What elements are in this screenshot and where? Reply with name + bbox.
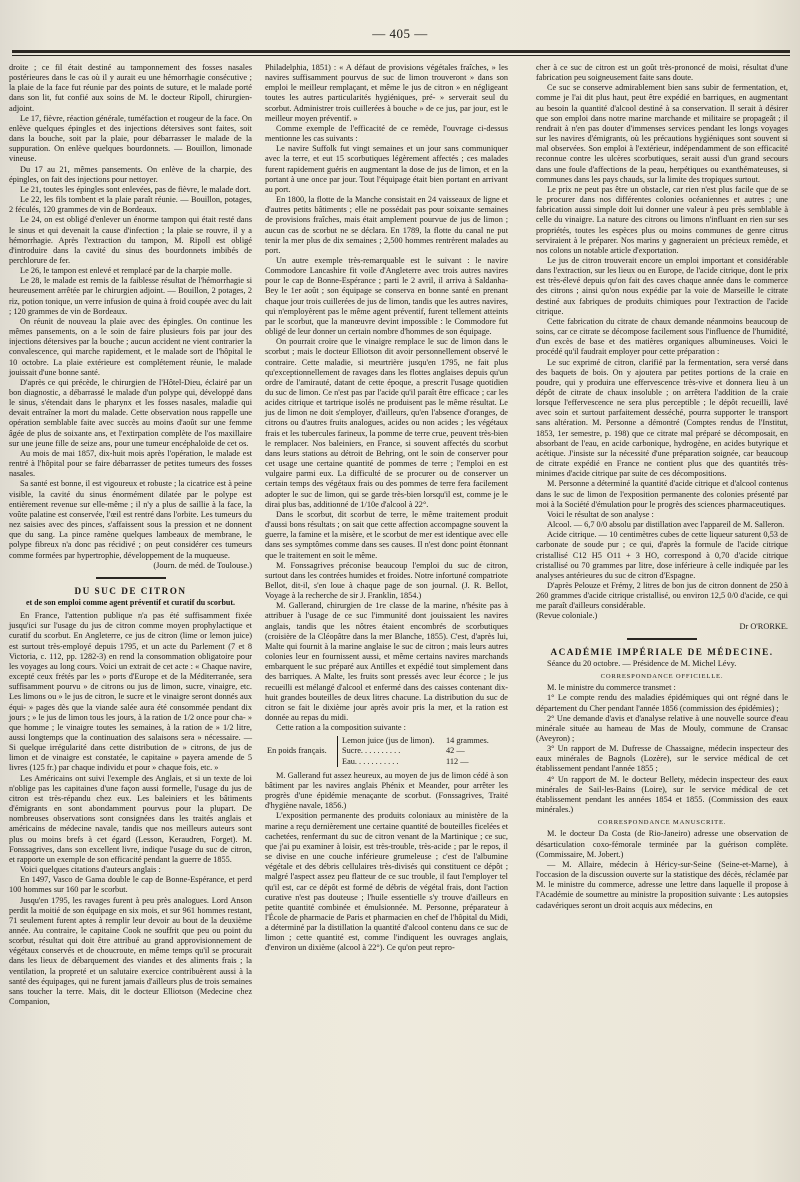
paragraph: Jusqu'en 1795, les ravages furent à peu près analogues. Lord Anson perdit la moitié de son équipage en six mois, et sur 961 hommes restant, 71 seulement furent aptes à remplir leur devoir au bout de la deuxième année. Au contraire, le capitaine Cook ne souffrit que peu ou point du scorbut, résultat qui doit être attribué au grand approvisionnement de végétaux conservés et de choucroute, en même temps qu'il se procurait dans les lieux de débarquement des viandes et des aliments frais ; la ventilation, la propreté et un salutaire exercice contribuèrent aussi à la santé des équipages, qui ne furent jamais d'ailleurs plus de trois semaines sans toucher la terre. Mais, dit le docteur Elliotson (Medecine chez Companion, (9, 895, 252, 1007)
composition-table (265, 736, 508, 766)
composition-value: 112 — (446, 756, 469, 766)
section-separator (96, 577, 166, 579)
paragraph: Le navire Suffolk fut vingt semaines et un jour sans communiquer avec la terre, et eut 15 scorbutiques légèrement affectés ; ces malades furent rapidement guéris en augmentant la dose de jus de limon, et en la portant à une once par jour. Tout l'équipage était bien portant en arrivant au port. (265, 144, 508, 194)
paragraph: Les Américains ont suivi l'exemple des Anglais, et si un texte de loi n'oblige pas les capitaines d'une façon aussi formelle, l'usage du jus de citron est très-répandu chez eux. Les baleiniers et les bâtiments d'émigrants en sont abondamment pourvus pour la plupart. De nombreuses observations sont consignées dans les traités anglais et américains de médecine navale, tandis que nos meilleurs auteurs sont plus ou moins brefs à cet égard (Lesson, Keraudren, Forget). M. Fonssagrives, dans son excellent livre, indique l'usage du suc de citron, et rapporte un exemple de son efficacité pendant la guerre de 1855. (9, 773, 252, 864)
paragraph: Le jus de citron trouverait encore un emploi important et considérable dans l'extraction, sur les lieux ou en Europe, de l'acide citrique, dont le prix est très-élevé depuis qu'on fait des caves chaque année dans le commerce des citrons ; ainsi qu'on nous expédie par la voie de Marseille le citrate destiné aux fabriques de produits chimiques pour l'extraction de l'acide citrique. (536, 255, 788, 316)
paragraph: On pourrait croire que le vinaigre remplace le suc de limon dans le scorbut ; mais le docteur Elliotson dit avoir personnellement observé le contraire. Cette maladie, si meurtrière jusqu'en 1795, ne fait plus qu'exceptionnellement de ravages dans les flottes anglaises depuis qu'un ordre de l'amirauté, datant de cette époque, a prescrit l'usage quotidien du suc de limon. Ce n'est pas par l'acide qu'il paraît être efficace ; car les acides citrique et tartrique isolés ne produisent pas le même résultat. Le jus de limon ne doit s'employer, d'ailleurs, qu'en l'absence d'oranges, de citrons ou d'autres fruits analogues, acides ou non acides ; les végétaux frais et les tubercules farineux, la pomme de terre crue, peuvent très-bien le remplacer. Nos baleiniers, en France, si souvent affectés du scorbut dans leurs stations au détroit de Behring, ont le soin de conserver pour cet usage une certaine quantité de pommes de terre ; l'emploi en est vulgaire parmi eux. La difficulté de se procurer ou de conserver un certain temps des végétaux frais ou des pommes de terre fera facilement adopter le suc de limon, qui se garde très-bien lorsqu'il est, comme je le dirai plus bas, additionné de 1/10e d'alcool à 22°. (265, 337, 508, 509)
paragraph: Le prix ne peut pas être un obstacle, car rien n'est plus facile que de se le procurer dans nos différentes colonies océaniennes et autres ; une fabrication aussi simple doit lui donner une valeur à peu près semblable à celle du vinaigre. La nature des citrons ou limons n'influant en rien sur ses propriétés, toutes les espèces plus ou moins communes de genre citrus serviraient à le préparer. Nos marins y gagneraient un précieux remède, et nos colons un notable article d'exportation. (536, 184, 788, 255)
paragraph: M. Gallerand, chirurgien de 1re classe de la marine, n'hésite pas à attribuer à l'usage de ce suc l'immunité dont jouissaient les navires anglais, tandis que les nôtres étaient encombrés de scorbutiques (croisière de la Cléopâtre dans la mer Blanche, 1855). C'est, d'après lui, Malte qui fournit à la marine anglaise le suc de citron ; mais leurs autres colonies leur en fournissent aussi, et même certains navires marchands embarquent le suc préparé aux Antilles et expédié tout simplement dans des barriques. A Malte, les fruits sont pressés avec leur écorce ; le jus recueilli est mélangé d'alcool et enfermé dans des caisses contenant dix-huit grandes bouteilles de deux litres chacune. La distribution du suc de citron se fait le dixième jour après avoir pris la mer, et la ration est donnée au repas du midi. (265, 601, 508, 722)
correspondence-item: M. le docteur Da Costa (de Rio-Janeiro) adresse une observation de désarticulation coxo-fémorale terminée par la guérison complète. (Commissaire, M. Jobert.) (536, 829, 788, 859)
composition-value: 42 — (446, 746, 465, 756)
correspondence-item: 3° Un rapport de M. Dufresse de Chassaigne, médecin inspecteur des eaux minérales de Bagnols (Lozère), sur le service médical de cet établissement pendant l'année 1855 ; (536, 744, 788, 774)
paragraph: Du 17 au 21, mêmes pansements. On enlève de la charpie, des épingles, on fait des injections pour nettoyer. (9, 164, 252, 184)
composition-row (342, 746, 508, 756)
paragraph: L'exposition permanente des produits coloniaux au ministère de la marine a reçu dernièrement une certaine quantité de bouteilles ficelées et cachetées, renfermant du suc de citron venant de la Martinique ; ce suc, que j'ai pu examiner à loisir, est très-trouble, très-acide ; par le repos, il se divise en une couche inférieure grumeleuse ; c'est de l'albumine végétale et des débris cellulaires très-divisés qui constituent ce dépôt ; malgré l'aspect assez peu flatteur de ce suc trouble, il faut l'employer tel qu'il est, car ce dépôt est formé de débris de végétal frais, dont l'action curative n'est pas douteuse ; l'huile essentielle s'y trouve d'ailleurs en petite quantité combinée et émulsionnée. M. Personne, préparateur à l'École de pharmacie de Paris et pharmacien en chef de l'hôpital du Midi, a déterminé par la distillation la quantité d'alcool contenu dans ce suc de limon ; cette quantité est, comme l'indiquent les ouvrages anglais, d'environ un dixième (alcool à 22°). Ce qu'on peut repro- (265, 811, 508, 953)
session-line: Séance du 20 octobre. — Présidence de M. Michel Lévy. (547, 658, 737, 668)
composition-label: Eau. . . . . . . . . . . (342, 756, 399, 766)
academy-title: ACADÉMIE IMPÉRIALE DE MÉDECINE. (550, 646, 774, 657)
column-1 (9, 63, 252, 1007)
official-correspondence-heading: CORRESPONDANCE OFFICIELLE. (600, 673, 724, 681)
paragraph: Au mois de mai 1857, dix-huit mois après l'opération, le malade est rentré à l'hôpital pour se faire débarrasser de petites tumeurs des fosses nasales. (9, 448, 252, 479)
paragraph: En France, l'attention publique n'a pas été suffisamment fixée jusqu'ici sur l'usage du jus de citron comme moyen prophylactique et curatif du scorbut. En Angleterre, ce jus de citron (lime or lemon juice) est surtout très-employé depuis 1795, et un acte du Parlement (7 et 8 Victoria, c. 112, pp. 1282-3) en rend la consommation obligatoire pour les voyages au long cours. Voici un extrait de cet acte : « Chaque navire, excepté ceux frétés par les » ports d'Europe et de la Méditerranée, sera suffisamment pourvu » de citrons ou jus de limon, sucre, vinaigre, etc. Les limons ou » le jus de citron, le sucre et le vinaigre seront donnés aux équi- » pages dès que la viande salée aura été consommée pendant dix jours ; » le jus de limon tous les jours, à la ration de 1/2 once pour cha- » que homme ; le vinaigre toutes les semaines, à la ration de » 1/2 litre, aussi longtemps que la continuation des salaisons sera » nécessaire. — Si quelque irrégularité dans cette distribution de » citrons, de jus de limon et de vinaigre est constatée, le capitaine » payera amende de 5 livres (125 fr.) par chaque individu et pour » chaque fois, etc. » (9, 611, 252, 773)
paragraph: M. Fonssagrives préconise beaucoup l'emploi du suc de citron, surtout dans les contrées humides et froides. Notre infortuné compatriote Bellot, dit-il, s'en loue à chaque page de son journal. (J. R. Bellot, Voyage à la recherche de sir J. Franklin, 1854.) (265, 560, 508, 601)
composition-row (342, 736, 508, 746)
composition-rows (337, 736, 508, 766)
composition-value: 14 grammes. (446, 736, 489, 746)
paragraph: Sa santé est bonne, il est vigoureux et robuste ; la cicatrice est à peine visible, la cavité du sinus énormément dilatée par le polype est entièrement revenue sur elle-même ; il n'y a plus de saillie à la face, la voûte palatine est conservée, l'œil est rentré dans l'orbite. Les tumeurs du nez saisies avec des pinces, s'affaissent sous la pression et ne donnent que du sang. La pince ramène quelques lambeaux de membrane, le polype fibreux n'a donc pas récidivé ; on peut considérer ces tumeurs comme formées par hypertrophie, développement de la muqueuse. (9, 479, 252, 560)
paragraph: Voici le résultat de son analyse : (547, 509, 654, 519)
composition-label: Lemon juice (jus de limon). (342, 736, 435, 746)
paragraph: Comme exemple de l'efficacité de ce remède, l'ouvrage ci-dessus mentionne les cas suivants : (265, 123, 508, 144)
column-3 (536, 63, 788, 911)
correspondence-item: 1° Le compte rendu des maladies épidémiques qui ont régné dans le département du Cher pendant l'année 1856 (commission des épidémies) ; (536, 693, 788, 713)
correspondence-item: — M. Allaire, médecin à Héricy-sur-Seine (Seine-et-Marne), à l'occasion de la discussion ouverte sur la statistique des décès, réclamée par M. le ministre du commerce, adresse une lettre dans laquelle il propose à l'Académie de soumettre au ministre la proposition suivante : Les autopsies cadavériques seront un droit acquis aux médecins, en (536, 859, 788, 910)
paragraph: Cette ration a la composition suivante : (276, 723, 406, 733)
paragraph: cher à ce suc de citron est un goût très-prononcé de moisi, résultat d'une fabrication peu soigneusement faite sans doute. (536, 63, 788, 83)
section-separator (627, 638, 697, 640)
author-signature: Dr O'RORKE. (739, 621, 788, 631)
paragraph: droite ; ce fil était destiné au tamponnement des fosses nasales postérieures dans le cas où il y aurait eu une hémorrhagie consécutive ; la plaie de la face fut réunie par des points de suture, et le malade porté dans son lit, fut confié aux soins de M. le docteur Ripoll, chirurgien-adjoint. (9, 63, 252, 113)
composition-label: Sucre. . . . . . . . . . (342, 746, 401, 756)
column-2 (265, 63, 508, 954)
paragraph: En 1497, Vasco de Gama double le cap de Bonne-Espérance, et perd 100 hommes sur 160 par le scorbut. (9, 875, 252, 895)
source-citation: (Journ. de méd. de Toulouse.) (153, 560, 252, 570)
correspondence-item: 2° Une demande d'avis et d'analyse relative à une nouvelle source d'eau minérale située au hameau de Mas de Mouly, commune de Cransac (Aveyron) ; (536, 713, 788, 743)
paragraph: Le 24, on est obligé d'enlever un énorme tampon qui était resté dans le sinus et qui devenait la cause d'infection ; la plaie se rouvre, il y a hémorrhagie. Après l'extraction du tampon, M. Ripoll est obligé d'introduire dans la cavité du sinus des bourdonnets imbibés de perchlorure de fer. (9, 215, 252, 265)
source-citation: (Revue coloniale.) (536, 611, 598, 621)
paragraph: D'après Pelouze et Frémy, 2 litres de bon jus de citron donnent de 250 à 260 grammes d'acide citrique cristallisé, ou environ 12,5 0/0 d'acide, ce qui me paraît d'ailleurs considérable. (536, 580, 788, 611)
manuscript-correspondence-heading: CORRESPONDANCE MANUSCRITE. (597, 819, 727, 827)
paragraph: D'après ce qui précède, le chirurgien de l'Hôtel-Dieu, éclairé par un bon diagnostic, a débarrassé le malade d'un polype qui, développé dans le sinus, s'étendait dans le pharynx et les fosses nasales, maladie qui devait entraîner la mort du malade. Cette observation nous rappelle une opération semblable faite avec succès au moins d'août sur une femme âgée de plus de soixante ans, et l'extirpation complète de l'os maxillaire sur une jeune fille de seize ans, pour une tumeur encéphaloïde de cet os. (9, 377, 252, 448)
paragraph: M. Personne a déterminé la quantité d'acide citrique et d'alcool contenus dans le suc de limon de l'exposition permanente des colonies présenté par moi à la Société d'émulation pour le progrès des sciences pharmaceutiques. (536, 479, 788, 509)
paragraph: Cette fabrication du citrate de chaux demande néanmoins beaucoup de soins, car ce citrate se décompose facilement sous l'influence de l'humidité, d'un excès de base et des matières organiques albumineuses. Voici le procédé qu'il faudrait employer pour cette préparation : (536, 316, 788, 357)
page-number: — 405 — (372, 26, 428, 41)
composition-row (342, 757, 508, 767)
paragraph: On réunit de nouveau la plaie avec des épingles. On continue les mêmes pansements, on a le soin de faire plusieurs fois par jour des injections détersives par la bouche ; aucun accident ne vient contrarier la convalescence, qui marche rapidement, et le malade sort de l'hôpital le 10 octobre. La plaie extérieure est complétement réunie, le malade jouissait d'une bonne santé. (9, 316, 252, 377)
header-rule (12, 50, 790, 56)
article-title: DU SUC DE CITRON (74, 585, 187, 596)
correspondence-item: 4° Un rapport de M. le docteur Bellety, médecin inspecteur des eaux minérales de Sail-les-Bains (Loire), sur le service médical de cet établissement pendant les années 1854 et 1855. (Commission des eaux minérales.) (536, 774, 788, 815)
paragraph: Le 26, le tampon est enlevé et remplacé par de la charpie molle. (20, 266, 232, 276)
correspondence-item: M. le ministre du commerce transmet : (547, 683, 676, 693)
paragraph: M. Gallerand fut assez heureux, au moyen de jus de limon cédé à son bâtiment par les navires anglais Phénix et Meander, pour arrêter les progrès d'une épidémie menaçante de scorbut. (Fonssagrives, Traité d'hygiène navale, 1856.) (265, 770, 508, 811)
paragraph: Alcool. — 6,7 0/0 absolu par distillation avec l'appareil de M. Salleron. (547, 520, 785, 530)
paragraph: Dans le scorbut, dit scorbut de terre, le même traitement produit d'aussi bons résultats ; on sait que cette affection accompagne souvent la guerre, la famine et la misère, et le scorbut de mer est identique avec elle dans ses symptômes comme dans ses causes. Il n'est donc point étonnant que le traitement en soit le même. (265, 509, 508, 560)
paragraph: Voici quelques citations d'auteurs anglais : (20, 865, 161, 875)
paragraph: Le 21, toutes les épingles sont enlevées, pas de fièvre, le malade dort. (20, 184, 251, 194)
paragraph: Le 28, le malade est remis de la faiblesse résultat de l'hémorrhagie si heureusement arrêtée par le chirurgien adjoint. — Bouillon, 2 potages, 2 riz, potion tonique, un verre infusion de quina à froid coupée avec du lait ; 120 grammes de vin de Bordeaux. (9, 276, 252, 316)
paragraph: Philadelphia, 1851) : « A défaut de provisions végétales fraîches, » les navires suffisamment pourvus de suc de limon trouveront » dans son emploi le meilleur remplaçant, et même le jus de citron » en négligeant toutes les autres particularités hygiéniques, pré- » serverait seul du scorbut. Administrer trois cuillerées à bouche » de ce jus, par jour, est le meilleur moyen préventif. » (265, 63, 508, 123)
article-subtitle: et de son emploi comme agent préventif et curatif du scorbut. (25, 597, 236, 607)
paragraph: Le 22, les fils tombent et la plaie paraît réunie. — Bouillon, potages, 2 féculés, 120 grammes de vin de Bordeaux. (9, 195, 252, 215)
paragraph: En 1800, la flotte de la Manche consistait en 24 vaisseaux de ligne et d'autres petits bâtiments ; elle ne possédait pas pour soixante semaines de provisions fraîches, mais était amplement pourvue de jus de limon ; aucun cas de scorbut ne se déclara. En 1789, la flotte du canal ne put tenir la mer plus de dix semaines ; 2,500 hommes rentrèrent malades au port. (265, 195, 508, 255)
paragraph: Acide citrique. — 10 centimètres cubes de cette liqueur saturent 0,53 de carbonate de soude pur ; ce qui, d'après la formule de l'acide citrique cristallisé C12 H5 O11 + 3 HO, correspond à 0,70 d'acide citrique cristallisé ou 70 grammes par litre, dose inférieure à celle indiquée par les analyses antérieures du suc de citron d'Espagne. (536, 530, 788, 580)
paragraph: Le 17, fièvre, réaction générale, tuméfaction et rougeur de la face. On enlève quelques épingles et des injections détersives sont faites, soit dans la bouche, soit par la plaie, pour débarrasser le malade de la suppuration. On enlève quelques bourdonnets. — Bouillon, limonade vineuse. (9, 113, 252, 164)
paragraph: Ce suc se conserve admirablement bien sans subir de fermentation, et, comme je l'ai dit plus haut, peut être expédié en barriques, en augmentant au besoin la quantité d'alcool destiné à sa conservation. Il serait à désirer que son emploi dans notre marine marchande et militaire se propageât ; il rendrait à n'en pas douter d'immenses services pendant les longs voyages sur les navires d'émigrants, où les précautions hygiéniques sont souvent si mal observées. Son emploi à l'extérieur, indépendamment de son efficacité reconnue contre les ulcères scorbutiques, serait aussi d'un grand secours dans une foule d'affections de la peau, herpétiques ou exanthémateuses, si communes dans les pays chauds, sur la limite des tropiques surtout. (536, 83, 788, 184)
paragraph: Le suc exprimé de citron, clarifié par la fermentation, sera versé dans des baquets de bois. On y ajoutera par petites portions de la craie en poudre, qui y produira une effervescence très-vive et donnera lieu à un dépôt de citrate de chaux insoluble ; on arrêtera l'addition de la craie lorsque l'effervescence ne sera plus perceptible ; le dépôt recueilli, lavé avec soin et surtout parfaitement desséché, pourra supporter le transport sans altération. M. Personne a démontré (Comptes rendus de l'Institut, 1853, 1er semestre, p. 198) que ce citrate mal préparé se décomposait, en absorbant de l'eau, en acide carbonique, hydrogène, en acides butyrique et acétique. J'insiste sur la nécessité d'une préparation soignée, car beaucoup de citrate expédié en France ne contient plus que des quantités très-minimes d'acide citrique par suite de ces décompositions. (536, 357, 788, 479)
paragraph: Un autre exemple très-remarquable est le suivant : le navire Commodore Lancashire fit voile d'Angleterre avec trois autres navires pour le cap de Bonne-Espérance ; parti le 2 avril, il arriva à Saldanha-Bey le 1er août ; son équipage se conserva en bonne santé en prenant chaque jour trois cuillerées de jus de limon, tandis que les autres navires, qui n'employèrent pas le même agent préventif, furent tellement atteints par le scorbut, que la manœuvre devint impossible : le Commodore fut obligé de leur donner un certain nombre d'hommes de son équipage. (265, 255, 508, 337)
composition-lead: En poids français. (267, 746, 327, 756)
